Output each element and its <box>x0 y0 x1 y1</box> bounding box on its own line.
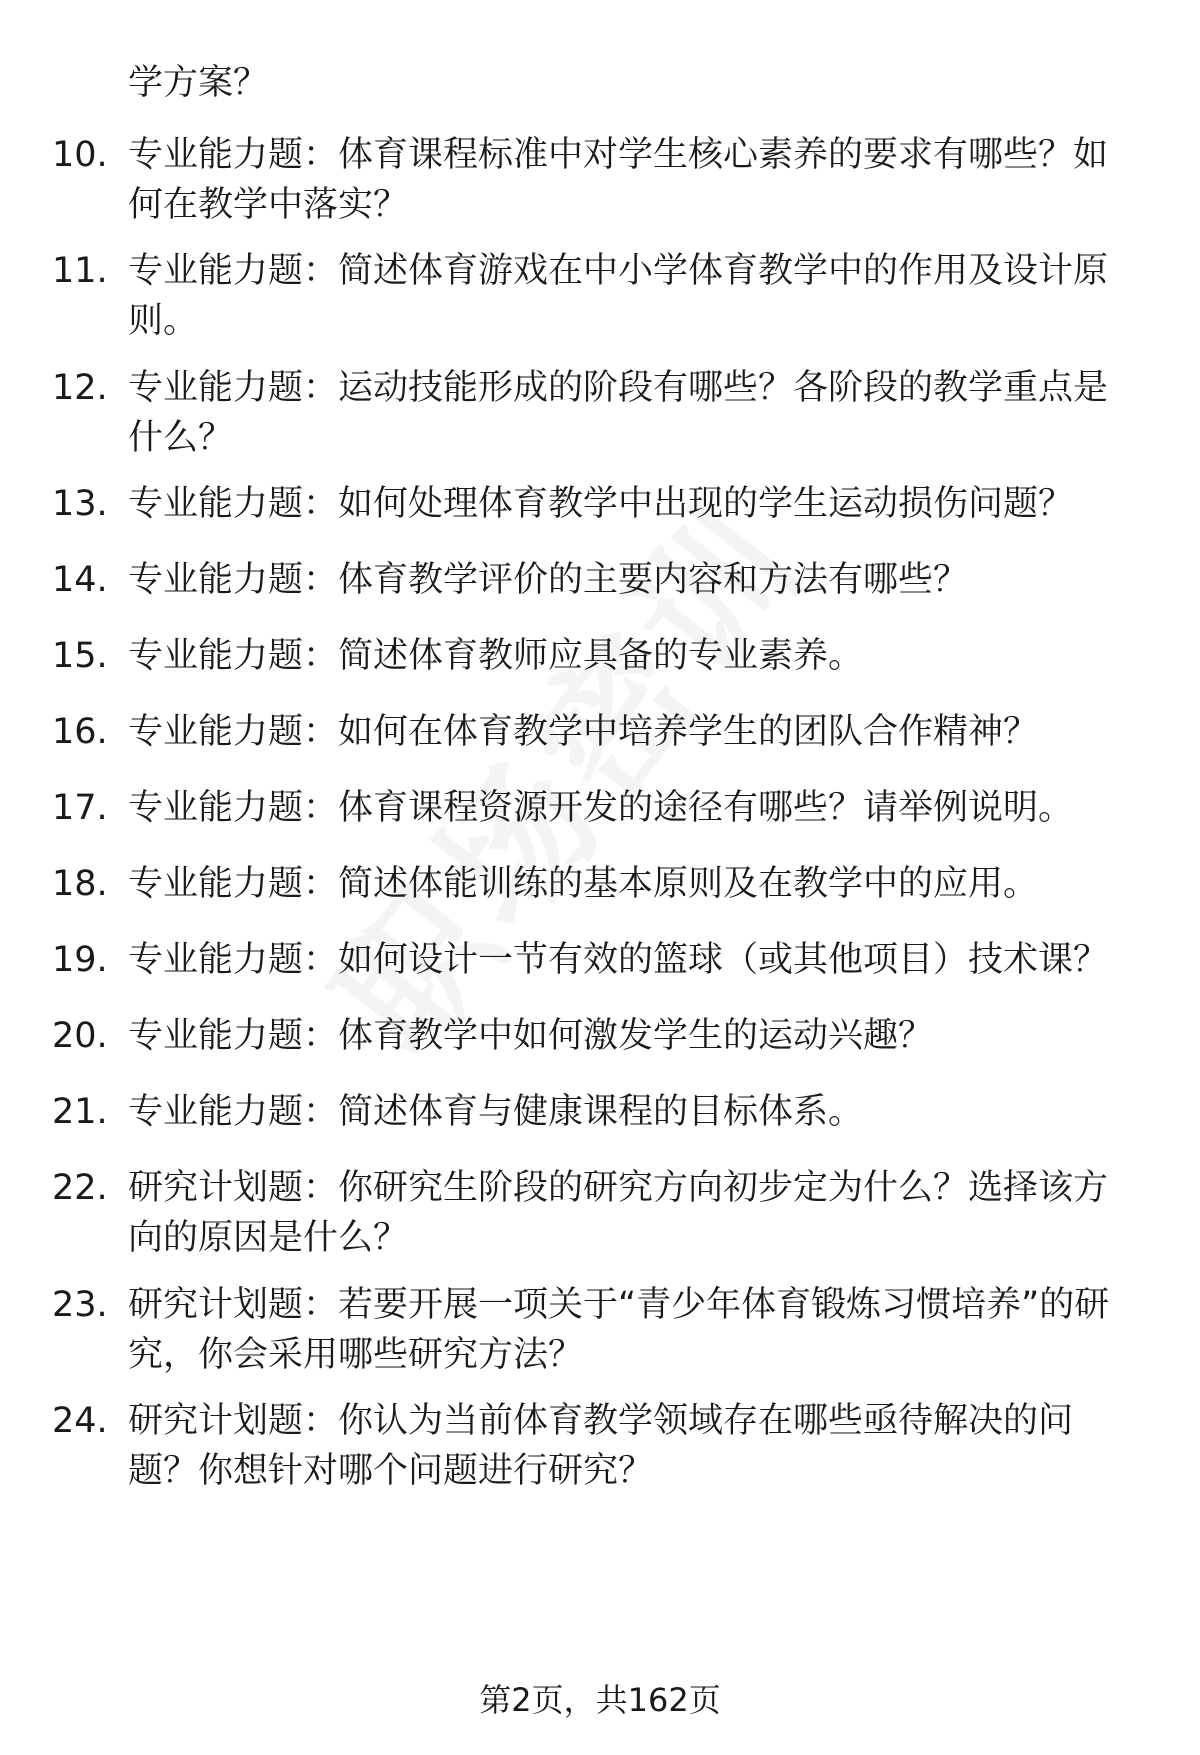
question-number: 23. <box>52 1285 108 1325</box>
question-text: 专业能力题：体育课程标准中对学生核心素养的要求有哪些？如何在教学中落实？ <box>128 135 1109 225</box>
question-text: 专业能力题：体育教学评价的主要内容和方法有哪些？ <box>128 560 969 600</box>
question-text: 专业能力题：如何处理体育教学中出现的学生运动损伤问题？ <box>128 484 1074 524</box>
list-item <box>52 1163 1142 1263</box>
question-number: 15. <box>52 636 108 676</box>
question-text: 专业能力题：体育课程资源开发的途径有哪些？请举例说明。 <box>128 788 1074 828</box>
list-item <box>52 479 1142 529</box>
question-text: 专业能力题：简述体育与健康课程的目标体系。 <box>128 1092 864 1132</box>
list-item <box>52 859 1142 909</box>
list-item <box>52 555 1142 605</box>
list-item <box>52 707 1142 757</box>
list-item <box>52 631 1142 681</box>
question-number: 18. <box>52 864 108 904</box>
question-number: 19. <box>52 940 108 980</box>
continued-question-text: 学方案？ <box>128 63 269 103</box>
list-item <box>52 363 1142 463</box>
question-text: 专业能力题：体育教学中如何激发学生的运动兴趣？ <box>128 1016 934 1056</box>
question-text: 专业能力题：简述体育游戏在中小学体育教学中的作用及设计原则。 <box>128 251 1109 341</box>
question-text: 专业能力题：运动技能形成的阶段有哪些？各阶段的教学重点是什么？ <box>128 368 1109 458</box>
question-number: 17. <box>52 788 108 828</box>
question-text: 研究计划题：你认为当前体育教学领域存在哪些亟待解决的问题？你想针对哪个问题进行研究？ <box>128 1401 1074 1491</box>
list-item <box>52 130 1142 230</box>
list-item <box>52 1087 1142 1137</box>
question-text: 专业能力题：如何在体育教学中培养学生的团队合作精神？ <box>128 712 1039 752</box>
question-number: 12. <box>52 368 108 408</box>
list-item <box>52 246 1142 346</box>
question-text: 研究计划题：若要开展一项关于“青少年体育锻炼习惯培养”的研究，你会采用哪些研究方法？ <box>128 1285 1110 1375</box>
question-number: 22. <box>52 1168 108 1208</box>
question-number: 24. <box>52 1401 108 1441</box>
list-item <box>52 935 1142 985</box>
question-text: 专业能力题：简述体能训练的基本原则及在教学中的应用。 <box>128 864 1039 904</box>
question-number: 10. <box>52 135 108 175</box>
question-text: 专业能力题：如何设计一节有效的篮球（或其他项目）技术课？ <box>128 940 1109 980</box>
question-text: 专业能力题：简述体育教师应具备的专业素养。 <box>128 636 864 676</box>
question-text: 研究计划题：你研究生阶段的研究方向初步定为什么？选择该方向的原因是什么？ <box>128 1168 1109 1258</box>
question-number: 21. <box>52 1092 108 1132</box>
page-footer: 第2页，共162页 <box>479 1681 721 1719</box>
list-item <box>52 1280 1142 1380</box>
list-item <box>52 783 1142 833</box>
question-number: 13. <box>52 484 108 524</box>
question-number: 14. <box>52 560 108 600</box>
question-number: 11. <box>52 251 108 291</box>
list-item <box>52 1011 1142 1061</box>
list-item <box>52 1396 1142 1496</box>
question-number: 20. <box>52 1016 108 1056</box>
question-number: 16. <box>52 712 108 752</box>
